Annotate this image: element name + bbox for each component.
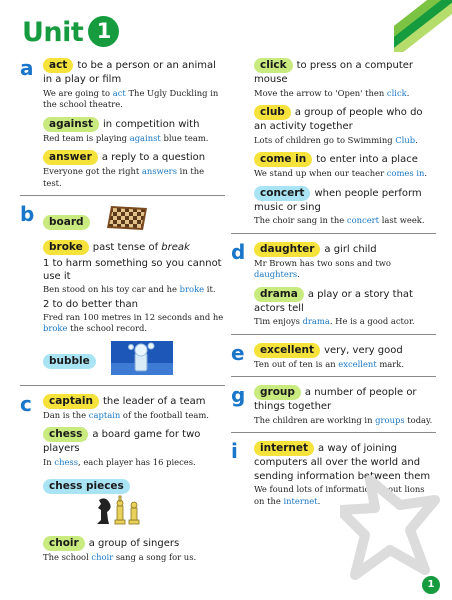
- section-c-continued: [231, 58, 436, 227]
- left-column: [20, 58, 225, 570]
- word-broke: broke: [43, 240, 89, 255]
- section-d: [231, 239, 436, 328]
- sense-1: 1 to harm something so you cannot use it: [43, 258, 222, 282]
- word-club: club: [254, 105, 291, 120]
- example: Red team is playing against blue team.: [43, 132, 209, 143]
- divider: [231, 334, 436, 335]
- section-e: [231, 340, 436, 371]
- section-letter: e: [231, 340, 245, 365]
- example: Lots of children go to Swimming Club.: [254, 134, 418, 145]
- example: We are going to act The Ugly Duckling in the school theatre.: [43, 87, 219, 109]
- definition: in competition with: [103, 118, 200, 130]
- corner-decoration: [394, 0, 452, 52]
- word-bubble: bubble: [43, 354, 96, 369]
- section-letter: b: [20, 202, 35, 226]
- definition: a board game for two players: [43, 429, 201, 454]
- example: We stand up when our teacher comes in.: [254, 168, 428, 178]
- word-drama: drama: [254, 287, 304, 302]
- entry-answer: [43, 150, 225, 189]
- word-chess-pieces: chess pieces: [43, 479, 130, 494]
- definition: a reply to a question: [101, 152, 206, 163]
- entry-against: [43, 117, 225, 145]
- entry-act: [43, 58, 225, 111]
- unit-label: Unit: [22, 17, 84, 48]
- entry-daughter: [254, 242, 436, 281]
- definition-em: break: [161, 242, 190, 253]
- example: Fred ran 100 metres in 12 seconds and he broke the school record.: [43, 311, 224, 333]
- example: The school choir sang a song for us.: [43, 552, 197, 562]
- word-answer: answer: [43, 150, 98, 165]
- word-board: board: [43, 215, 90, 230]
- word-chess: chess: [43, 427, 88, 442]
- section-g: [231, 385, 436, 426]
- divider: [231, 432, 436, 433]
- definition: to be a person or an animal in a play or film: [43, 60, 216, 85]
- section-letter: c: [20, 391, 32, 416]
- word-excellent: excellent: [254, 343, 320, 358]
- entry-choir: [43, 536, 225, 564]
- definition: when people perform music or sing: [254, 187, 422, 213]
- definition: a girl child: [324, 243, 377, 255]
- section-letter: g: [231, 383, 246, 407]
- sense-2: 2 to do better than: [43, 298, 138, 310]
- example: Tim enjoys drama. He is a good actor.: [254, 316, 415, 326]
- watermark-star: [340, 470, 440, 580]
- definition: very, very good: [324, 344, 403, 356]
- word-act: act: [43, 58, 73, 73]
- example: Ten out of ten is an excellent mark.: [254, 358, 405, 369]
- definition: a way of joining computers all over the world and sending information between them: [254, 443, 431, 482]
- unit-number-badge: 1: [88, 16, 119, 47]
- definition: the leader of a team: [103, 395, 206, 407]
- example: Move the arrow to 'Open' then click.: [254, 87, 410, 98]
- section-a: [20, 58, 225, 189]
- section-letter: a: [20, 56, 34, 80]
- page-number: 1: [422, 576, 440, 594]
- divider: [231, 233, 436, 234]
- word-click: click: [254, 58, 293, 73]
- divider: [20, 195, 225, 196]
- divider: [20, 385, 225, 386]
- entry-drama: [254, 287, 436, 328]
- section-b: [20, 204, 225, 379]
- definition: a play or a story that actors tell: [254, 288, 413, 314]
- example: The children are working in groups today.: [254, 414, 433, 425]
- definition: to press on a computer mouse: [254, 60, 414, 85]
- right-column: [231, 58, 436, 513]
- example: Mr Brown has two sons and two daughters.: [254, 257, 391, 279]
- example: We found lots of information about lions on the internet.: [254, 484, 425, 506]
- section-letter: d: [231, 239, 246, 264]
- section-c: [20, 391, 225, 564]
- word-come-in: come in: [254, 152, 312, 167]
- example: Dan is the captain of the football team.: [43, 409, 209, 420]
- word-choir: choir: [43, 536, 85, 551]
- word-against: against: [43, 117, 99, 132]
- chessboard-illustration: [105, 204, 149, 236]
- example: The choir sang in the concert last week.: [254, 215, 425, 225]
- definition: a group of people who do an activity together: [254, 107, 423, 132]
- word-captain: captain: [43, 394, 99, 409]
- example: In chess, each player has 16 pieces.: [43, 456, 196, 467]
- entry-group: [254, 385, 436, 426]
- example: Everyone got the right answers in the test.: [43, 166, 205, 188]
- section-letter: i: [231, 439, 238, 463]
- entry-excellent: [254, 343, 436, 371]
- word-concert: concert: [254, 186, 310, 201]
- entry-club: [254, 105, 436, 146]
- word-daughter: daughter: [254, 242, 320, 257]
- word-internet: internet: [254, 441, 314, 456]
- page-title: [22, 16, 119, 48]
- chess-pieces-illustration: [93, 494, 143, 530]
- definition: to enter into a place: [316, 154, 418, 165]
- entry-click: [254, 58, 436, 99]
- bubble-illustration: [111, 341, 173, 379]
- divider: [231, 376, 436, 377]
- definition: a group of singers: [88, 538, 180, 549]
- entry-chess: [43, 427, 225, 468]
- entry-come-in: [254, 152, 436, 180]
- example: Ben stood on his toy car and he broke it.: [43, 284, 216, 294]
- entry-captain: [43, 394, 225, 422]
- entry-concert: [254, 186, 436, 227]
- word-group: group: [254, 385, 301, 400]
- definition: a number of people or things together: [254, 387, 417, 412]
- definition: past tense of: [92, 242, 162, 253]
